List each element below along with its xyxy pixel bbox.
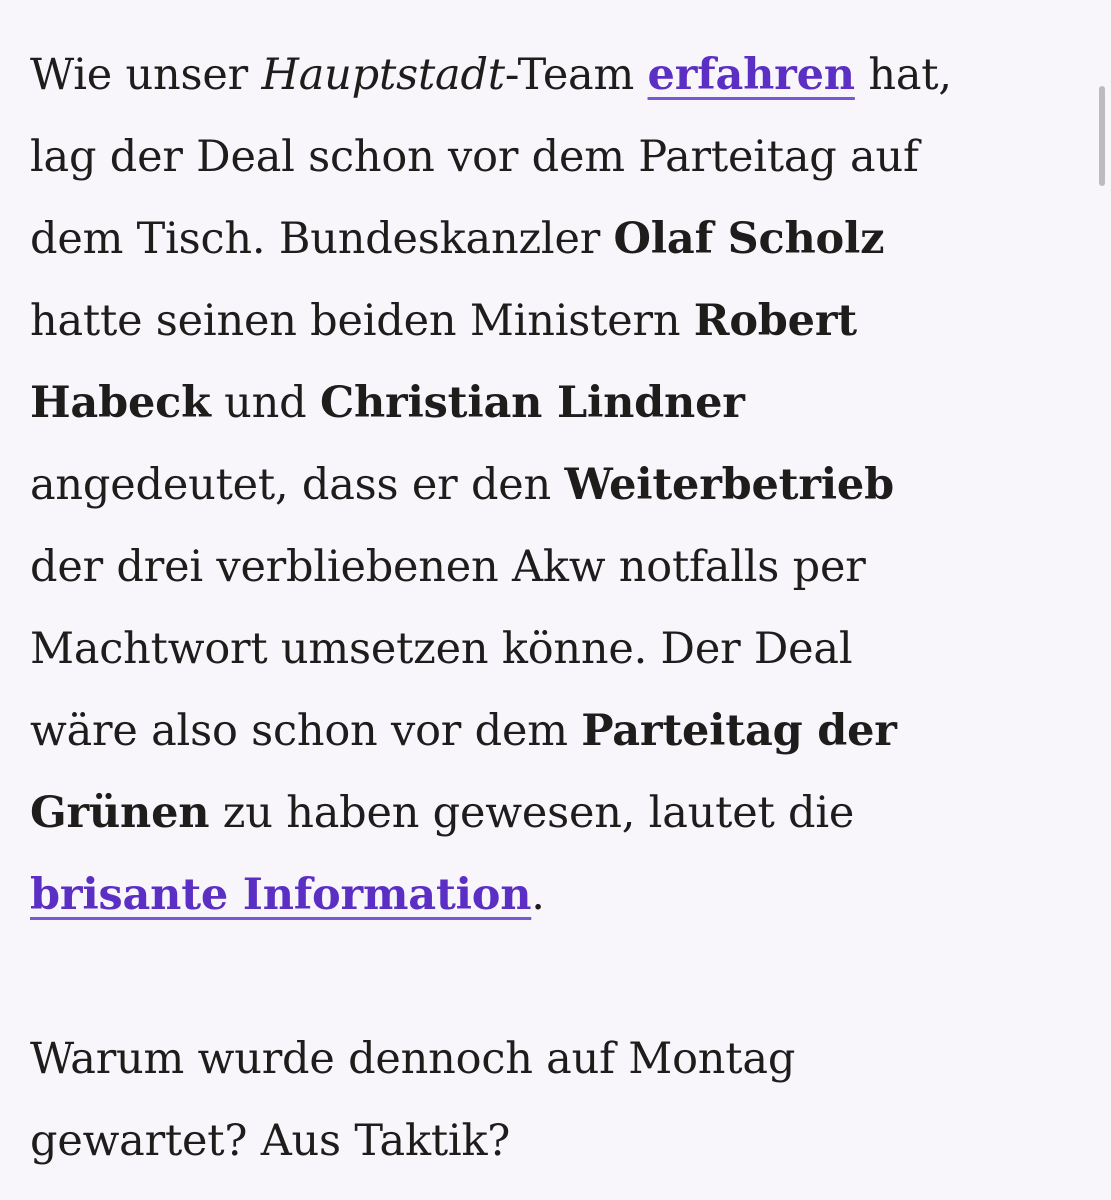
text-line xyxy=(30,690,1070,772)
bold-text: Weiterbetrieb xyxy=(564,460,894,510)
text-line xyxy=(30,444,1070,526)
bold-text: Grünen xyxy=(30,788,210,838)
text-line: Machtwort umsetzen könne. Der Deal xyxy=(30,624,853,674)
paragraph-1 xyxy=(30,34,1070,936)
link-erfahren[interactable]: erfahren xyxy=(647,50,855,100)
text-segment: und xyxy=(210,378,320,428)
text-segment: Wie unser xyxy=(30,50,262,100)
text-line xyxy=(30,280,1070,362)
bold-text: Christian Lindner xyxy=(319,378,745,428)
text-line: lag der Deal schon vor dem Parteitag auf xyxy=(30,132,919,182)
text-line: der drei verbliebenen Akw notfalls per xyxy=(30,542,866,592)
text-line xyxy=(30,362,1070,444)
text-segment: hatte seinen beiden Ministern xyxy=(30,296,694,346)
text-line xyxy=(30,854,1070,936)
paragraph-2 xyxy=(30,1018,1070,1182)
bold-text: Olaf Scholz xyxy=(613,214,885,264)
bold-text: Parteitag der xyxy=(581,706,897,756)
scrollbar-thumb[interactable] xyxy=(1099,86,1105,186)
text-line xyxy=(30,34,1070,116)
text-segment: zu haben gewesen, lautet die xyxy=(209,788,855,838)
text-segment: dem Tisch. Bundeskanzler xyxy=(30,214,614,264)
text-line xyxy=(30,772,1070,854)
bold-text: Robert xyxy=(693,296,857,346)
text-line: gewartet? Aus Taktik? xyxy=(30,1116,511,1166)
text-line: Warum wurde dennoch auf Montag xyxy=(30,1034,796,1084)
text-line xyxy=(30,198,1070,280)
text-segment: -Team xyxy=(504,50,648,100)
text-segment: angedeutet, dass er den xyxy=(30,460,565,510)
link-brisante-information[interactable]: brisante Information xyxy=(30,870,532,920)
paragraph-spacer xyxy=(30,936,1070,1018)
article-body xyxy=(30,34,1070,1182)
italic-text: Hauptstadt xyxy=(261,50,505,100)
text-segment: . xyxy=(531,870,545,920)
bold-text: Habeck xyxy=(30,378,211,428)
text-segment: hat, xyxy=(854,50,952,100)
text-segment: wäre also schon vor dem xyxy=(30,706,582,756)
